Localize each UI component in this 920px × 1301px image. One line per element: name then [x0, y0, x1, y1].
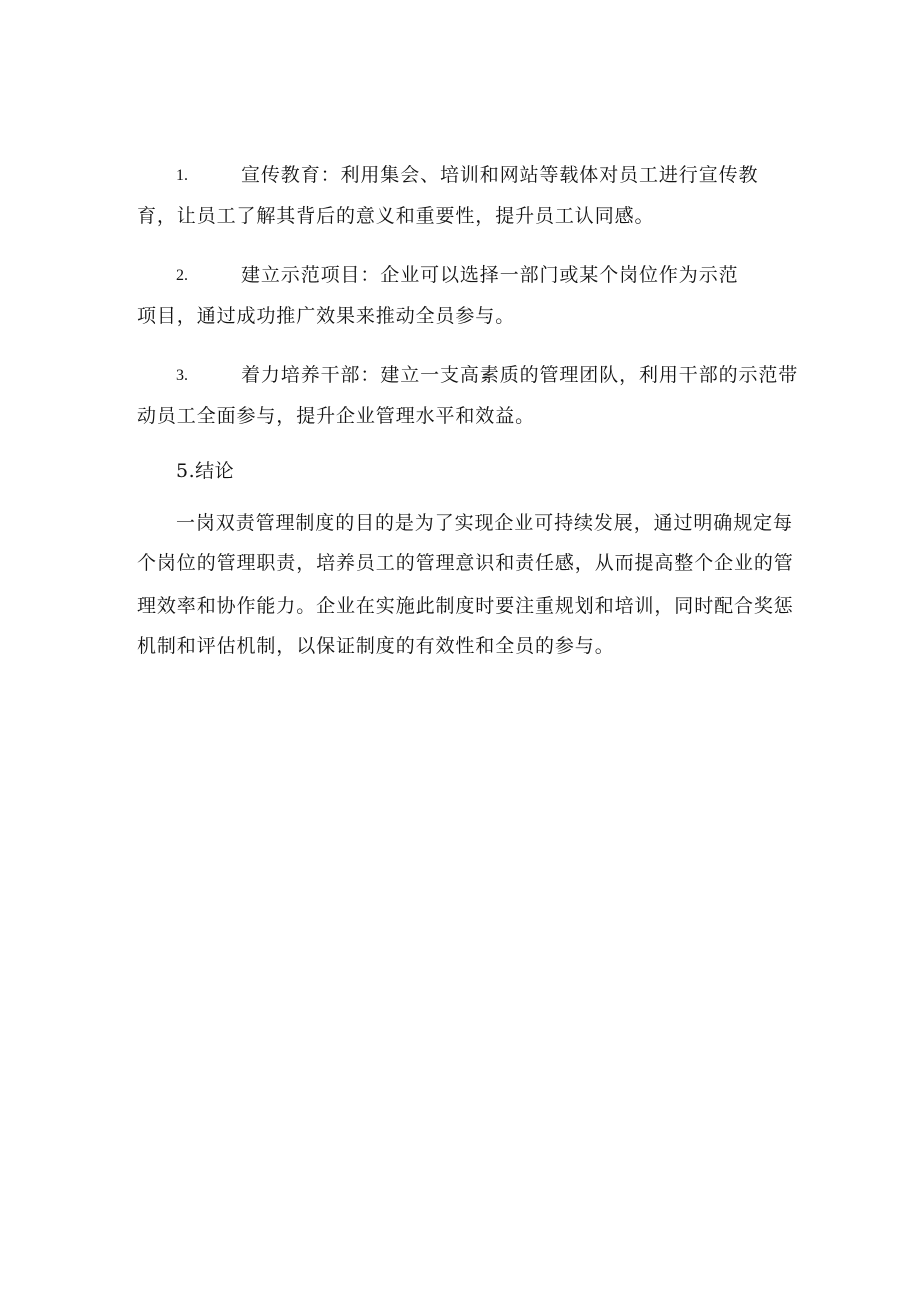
list-item-1-number: 1.: [176, 167, 188, 184]
section-heading-conclusion: 5.结论: [176, 460, 235, 482]
list-item-3-line-2: 动员工全面参与，提升企业管理水平和效益。: [137, 405, 536, 427]
conclusion-line-3: 理效率和协作能力。企业在实施此制度时要注重规划和培训，同时配合奖惩: [137, 595, 794, 617]
conclusion-line-1: 一岗双责管理制度的目的是为了实现企业可持续发展，通过明确规定每: [176, 512, 793, 534]
list-item-2-line-2: 项目，通过成功推广效果来推动全员参与。: [137, 305, 516, 327]
list-item-3-number: 3.: [176, 367, 188, 384]
list-item-2-line-1: 建立示范项目：企业可以选择一部门或某个岗位作为示范: [241, 264, 739, 286]
conclusion-line-2: 个岗位的管理职责，培养员工的管理意识和责任感，从而提高整个企业的管: [137, 552, 794, 574]
conclusion-line-4: 机制和评估机制，以保证制度的有效性和全员的参与。: [137, 635, 615, 657]
list-item-2-number: 2.: [176, 267, 188, 284]
list-item-3-line-1: 着力培养干部：建立一支高素质的管理团队，利用干部的示范带: [241, 364, 799, 386]
list-item-1-line-1: 宣传教育：利用集会、培训和网站等载体对员工进行宣传教: [241, 164, 759, 186]
list-item-1-line-2: 育，让员工了解其背后的意义和重要性，提升员工认同感。: [137, 205, 655, 227]
